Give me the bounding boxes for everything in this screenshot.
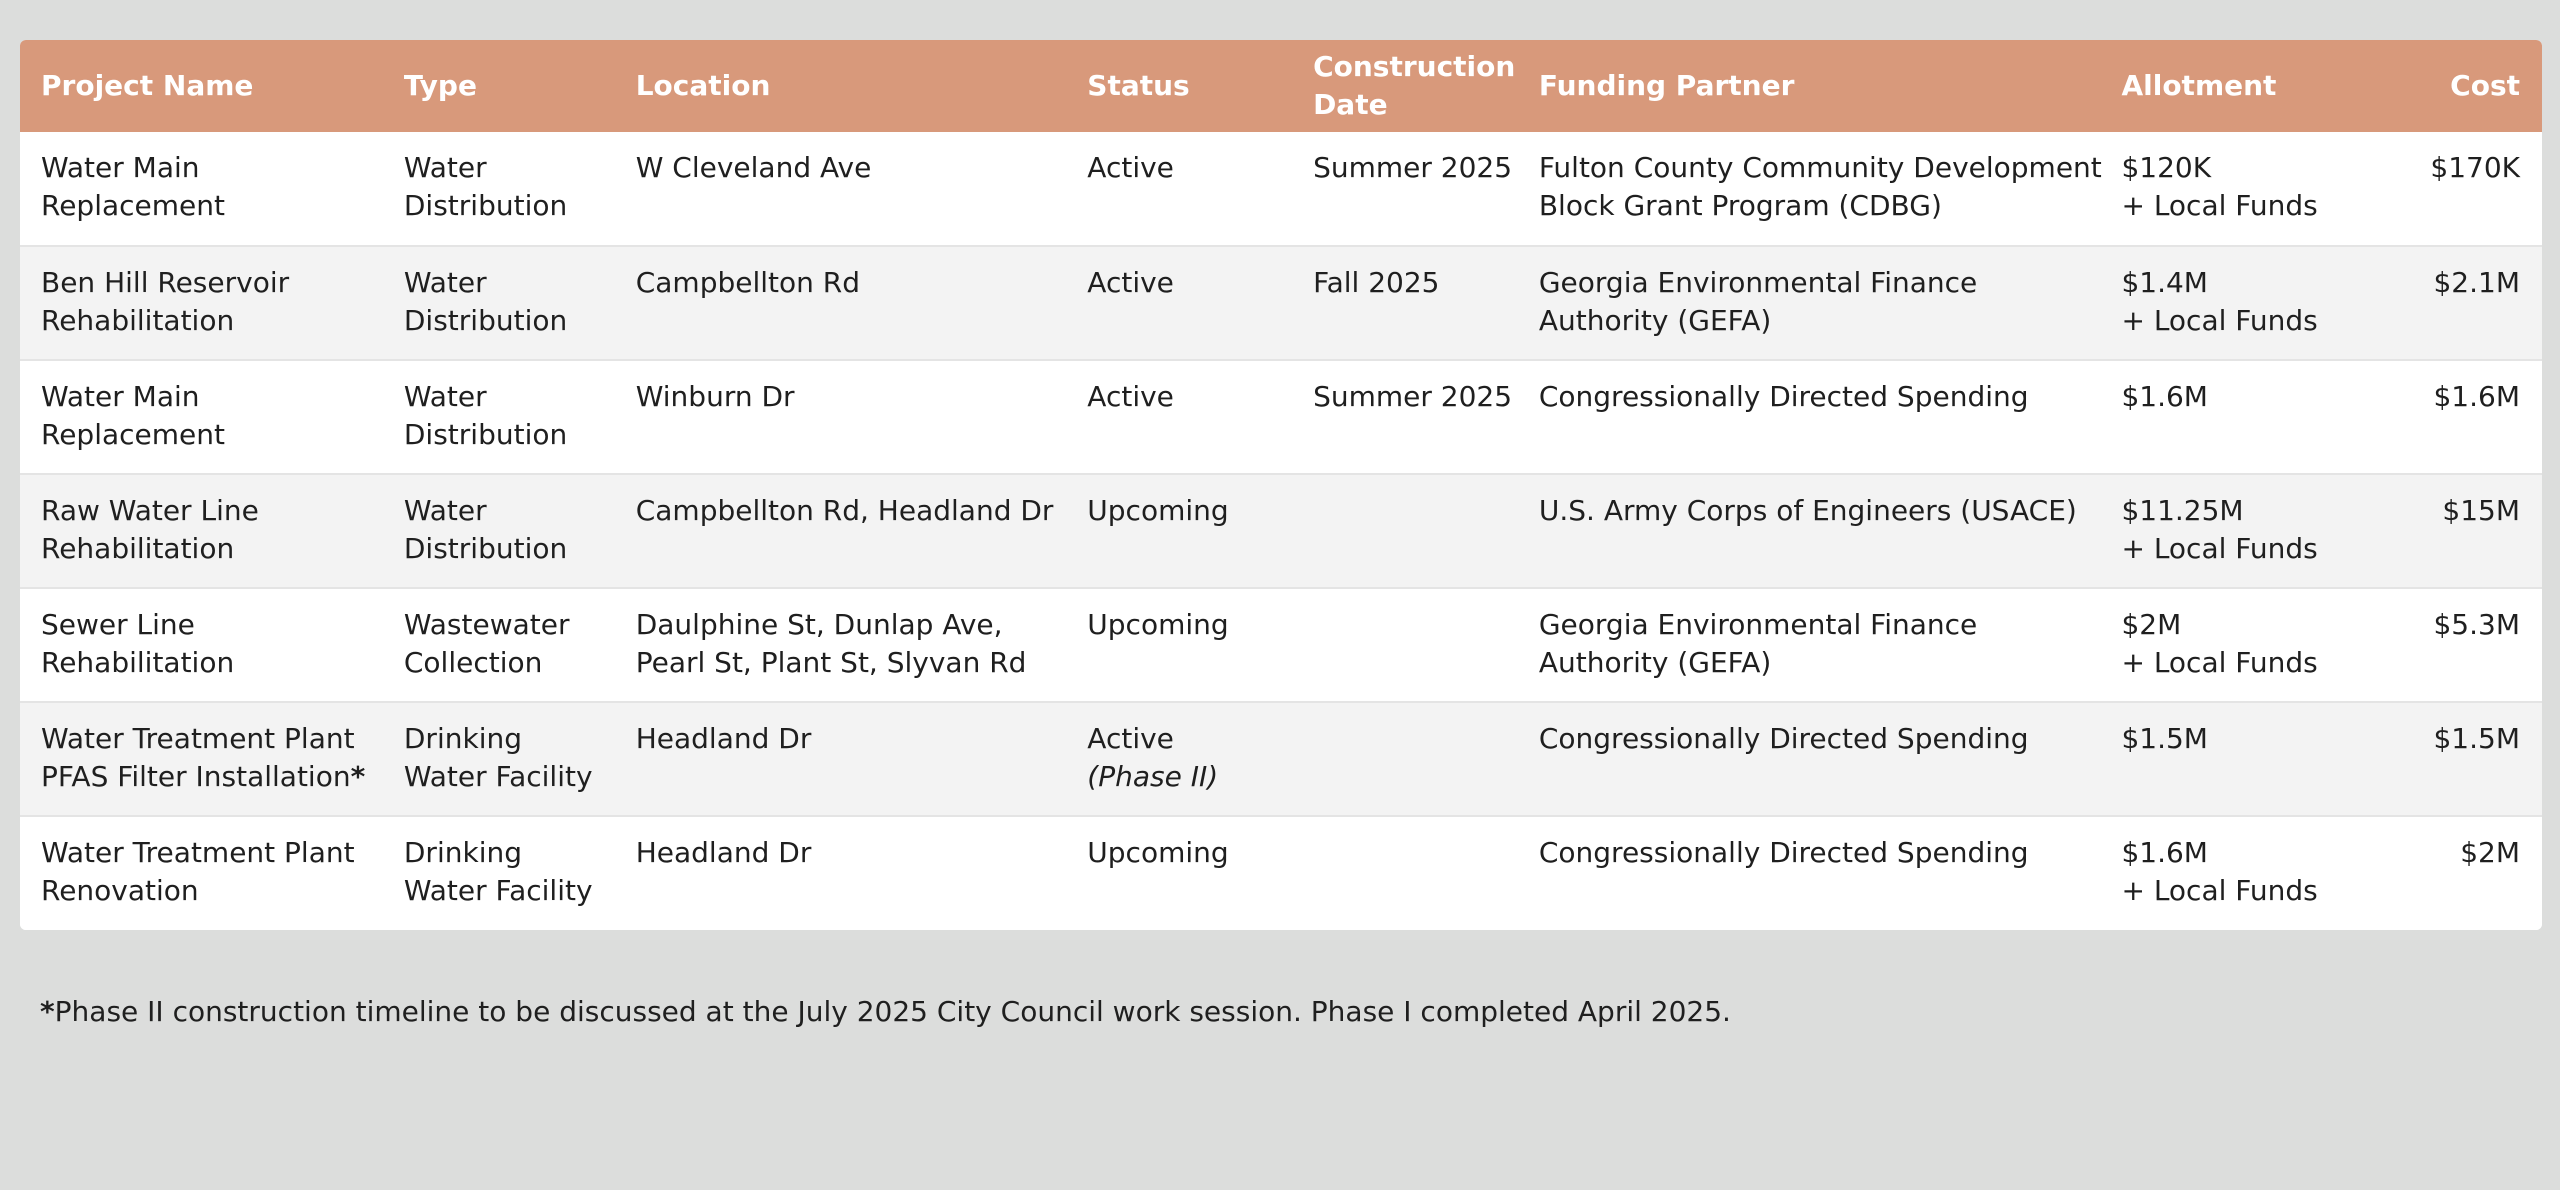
cell-allotment (2100, 816, 2402, 930)
location-line: Headland Dr (635, 836, 812, 869)
allotment-line: $1.6M (2121, 836, 2208, 869)
table-row (20, 702, 2542, 816)
project-name-line: Rehabilitation (41, 646, 235, 679)
funding-partner-line: Authority (GEFA) (1538, 304, 1772, 337)
project-name-line (41, 758, 373, 796)
cell-construction-date (1292, 816, 1518, 930)
project-name-line: Rehabilitation (41, 532, 235, 565)
cell-funding-partner (1518, 816, 2101, 930)
project-name-line: Water Main (41, 380, 200, 413)
cell-construction-date (1292, 246, 1518, 360)
footnote-text: Phase II construction timeline to be discussed at the July 2025 City Council work session. Phase I completed April 2025. (54, 995, 1731, 1028)
cell-type (383, 702, 615, 816)
table-row (20, 588, 2542, 702)
cell-project-name (20, 246, 383, 360)
header-cost: Cost (2450, 69, 2520, 102)
project-name-line: Renovation (41, 874, 199, 907)
type-line: Collection (403, 646, 543, 679)
cell-type (383, 132, 615, 246)
cell-construction-date (1292, 474, 1518, 588)
cell-cost: $2M (2403, 816, 2542, 930)
type-line: Drinking (403, 722, 522, 755)
project-name-line: Raw Water Line (41, 494, 259, 527)
header-type: Type (403, 69, 477, 102)
cell-status (1066, 474, 1292, 588)
funding-partner-line: U.S. Army Corps of Engineers (USACE) (1538, 494, 2077, 527)
cell-allotment (2100, 132, 2402, 246)
location-line: Headland Dr (635, 722, 812, 755)
construction-date-text: Summer 2025 (1313, 151, 1513, 184)
cell-allotment (2100, 360, 2402, 474)
footnote-asterisk: * (350, 760, 366, 793)
allotment-line: + Local Funds (2121, 646, 2318, 679)
cell-status (1066, 816, 1292, 930)
status-text: Active (1087, 266, 1174, 299)
location-line: W Cleveland Ave (635, 151, 872, 184)
type-line: Water (403, 151, 487, 184)
status-text: Upcoming (1087, 836, 1229, 869)
construction-date-text: Summer 2025 (1313, 380, 1513, 413)
status-phase-note: (Phase II) (1087, 760, 1219, 793)
table-header-row (20, 40, 2542, 132)
funding-partner-line: Congressionally Directed Spending (1538, 722, 2029, 755)
location-line: Campbellton Rd (635, 266, 861, 299)
allotment-line: + Local Funds (2121, 532, 2318, 565)
table-row (20, 132, 2542, 246)
project-name-text: PFAS Filter Installation (41, 760, 351, 793)
type-line: Water Facility (403, 760, 593, 793)
cell-allotment (2100, 588, 2402, 702)
cell-construction-date (1292, 702, 1518, 816)
header-allotment: Allotment (2121, 69, 2277, 102)
table-row (20, 474, 2542, 588)
allotment-line: $1.4M (2121, 266, 2208, 299)
funding-partner-line: Block Grant Program (CDBG) (1538, 189, 1942, 222)
project-name-line: Replacement (41, 418, 225, 451)
footnote (40, 993, 1731, 1031)
header-project-name: Project Name (41, 69, 254, 102)
cell-type (383, 474, 615, 588)
cell-type (383, 246, 615, 360)
cell-cost: $170K (2430, 151, 2520, 184)
cell-status (1066, 360, 1292, 474)
cell-status (1066, 132, 1292, 246)
table-row (20, 246, 2542, 360)
cell-project-name (20, 816, 383, 930)
cell-project-name (20, 474, 383, 588)
cell-construction-date (1292, 360, 1518, 474)
cell-cost: $1.5M (2403, 702, 2542, 816)
allotment-line: $120K (2121, 151, 2212, 184)
allotment-line: $1.5M (2121, 722, 2208, 755)
location-line: Campbellton Rd, Headland Dr (635, 494, 1054, 527)
type-line: Water (403, 266, 487, 299)
header-construction-date-line-1: Construction (1313, 50, 1516, 83)
cell-location (615, 474, 1067, 588)
cell-location (615, 360, 1067, 474)
status-text: Upcoming (1087, 494, 1229, 527)
type-line: Distribution (403, 304, 568, 337)
status-text: Upcoming (1087, 608, 1229, 641)
cell-funding-partner (1518, 588, 2101, 702)
cell-location (615, 816, 1067, 930)
cell-allotment (2100, 474, 2402, 588)
cell-cost: $15M (2403, 474, 2542, 588)
project-name-line: Water Treatment Plant (41, 722, 355, 755)
type-line: Water (403, 494, 487, 527)
cell-location (615, 246, 1067, 360)
projects-table (20, 40, 2542, 930)
cell-allotment (2100, 246, 2402, 360)
cell-cost: $2.1M (2403, 246, 2542, 360)
allotment-line: $1.6M (2121, 380, 2208, 413)
cell-funding-partner (1518, 246, 2101, 360)
footnote-asterisk: * (40, 995, 55, 1028)
cell-type (383, 816, 615, 930)
cell-allotment (2100, 702, 2402, 816)
type-line: Distribution (403, 189, 568, 222)
table-row (20, 816, 2542, 930)
construction-date-text: Fall 2025 (1313, 266, 1440, 299)
allotment-line: $11.25M (2121, 494, 2244, 527)
cell-status (1066, 246, 1292, 360)
type-line: Water (403, 380, 487, 413)
cell-project-name (20, 360, 383, 474)
projects-table-container (20, 40, 2542, 930)
allotment-line: + Local Funds (2121, 189, 2318, 222)
cell-location (615, 702, 1067, 816)
allotment-line: + Local Funds (2121, 304, 2318, 337)
type-line: Drinking (403, 836, 522, 869)
cell-project-name (20, 588, 383, 702)
cell-funding-partner (1518, 702, 2101, 816)
status-text: Active (1087, 722, 1174, 755)
funding-partner-line: Georgia Environmental Finance (1538, 608, 1978, 641)
funding-partner-line: Congressionally Directed Spending (1538, 836, 2029, 869)
location-line: Daulphine St, Dunlap Ave, (635, 608, 1003, 641)
cell-type (383, 588, 615, 702)
type-line: Wastewater (403, 608, 570, 641)
cell-funding-partner (1518, 474, 2101, 588)
allotment-line: + Local Funds (2121, 874, 2318, 907)
header-location: Location (635, 69, 771, 102)
project-name-line: Sewer Line (41, 608, 195, 641)
cell-status (1066, 702, 1292, 816)
type-line: Distribution (403, 532, 568, 565)
header-construction-date (1292, 40, 1518, 132)
cell-location (615, 132, 1067, 246)
funding-partner-line: Authority (GEFA) (1538, 646, 1772, 679)
header-status: Status (1087, 69, 1190, 102)
header-funding-partner: Funding Partner (1538, 69, 1795, 102)
cell-cost: $5.3M (2403, 588, 2542, 702)
project-name-line: Replacement (41, 189, 225, 222)
cell-funding-partner (1518, 132, 2101, 246)
cell-location (615, 588, 1067, 702)
funding-partner-line: Fulton County Community Development (1538, 151, 2102, 184)
funding-partner-line: Congressionally Directed Spending (1538, 380, 2029, 413)
header-construction-date-line-2: Date (1313, 88, 1388, 121)
project-name-line: Rehabilitation (41, 304, 235, 337)
cell-cost: $1.6M (2403, 360, 2542, 474)
cell-type (383, 360, 615, 474)
type-line: Water Facility (403, 874, 593, 907)
cell-status (1066, 588, 1292, 702)
allotment-line: $2M (2121, 608, 2182, 641)
location-line: Pearl St, Plant St, Slyvan Rd (635, 646, 1027, 679)
location-line: Winburn Dr (635, 380, 795, 413)
status-text: Active (1087, 151, 1174, 184)
cell-project-name (20, 132, 383, 246)
table-row (20, 360, 2542, 474)
cell-project-name (20, 702, 383, 816)
status-text: Active (1087, 380, 1174, 413)
cell-funding-partner (1518, 360, 2101, 474)
project-name-line: Water Treatment Plant (41, 836, 355, 869)
project-name-line: Water Main (41, 151, 200, 184)
type-line: Distribution (403, 418, 568, 451)
cell-construction-date (1292, 588, 1518, 702)
funding-partner-line: Georgia Environmental Finance (1538, 266, 1978, 299)
project-name-line: Ben Hill Reservoir (41, 266, 290, 299)
cell-construction-date (1292, 132, 1518, 246)
